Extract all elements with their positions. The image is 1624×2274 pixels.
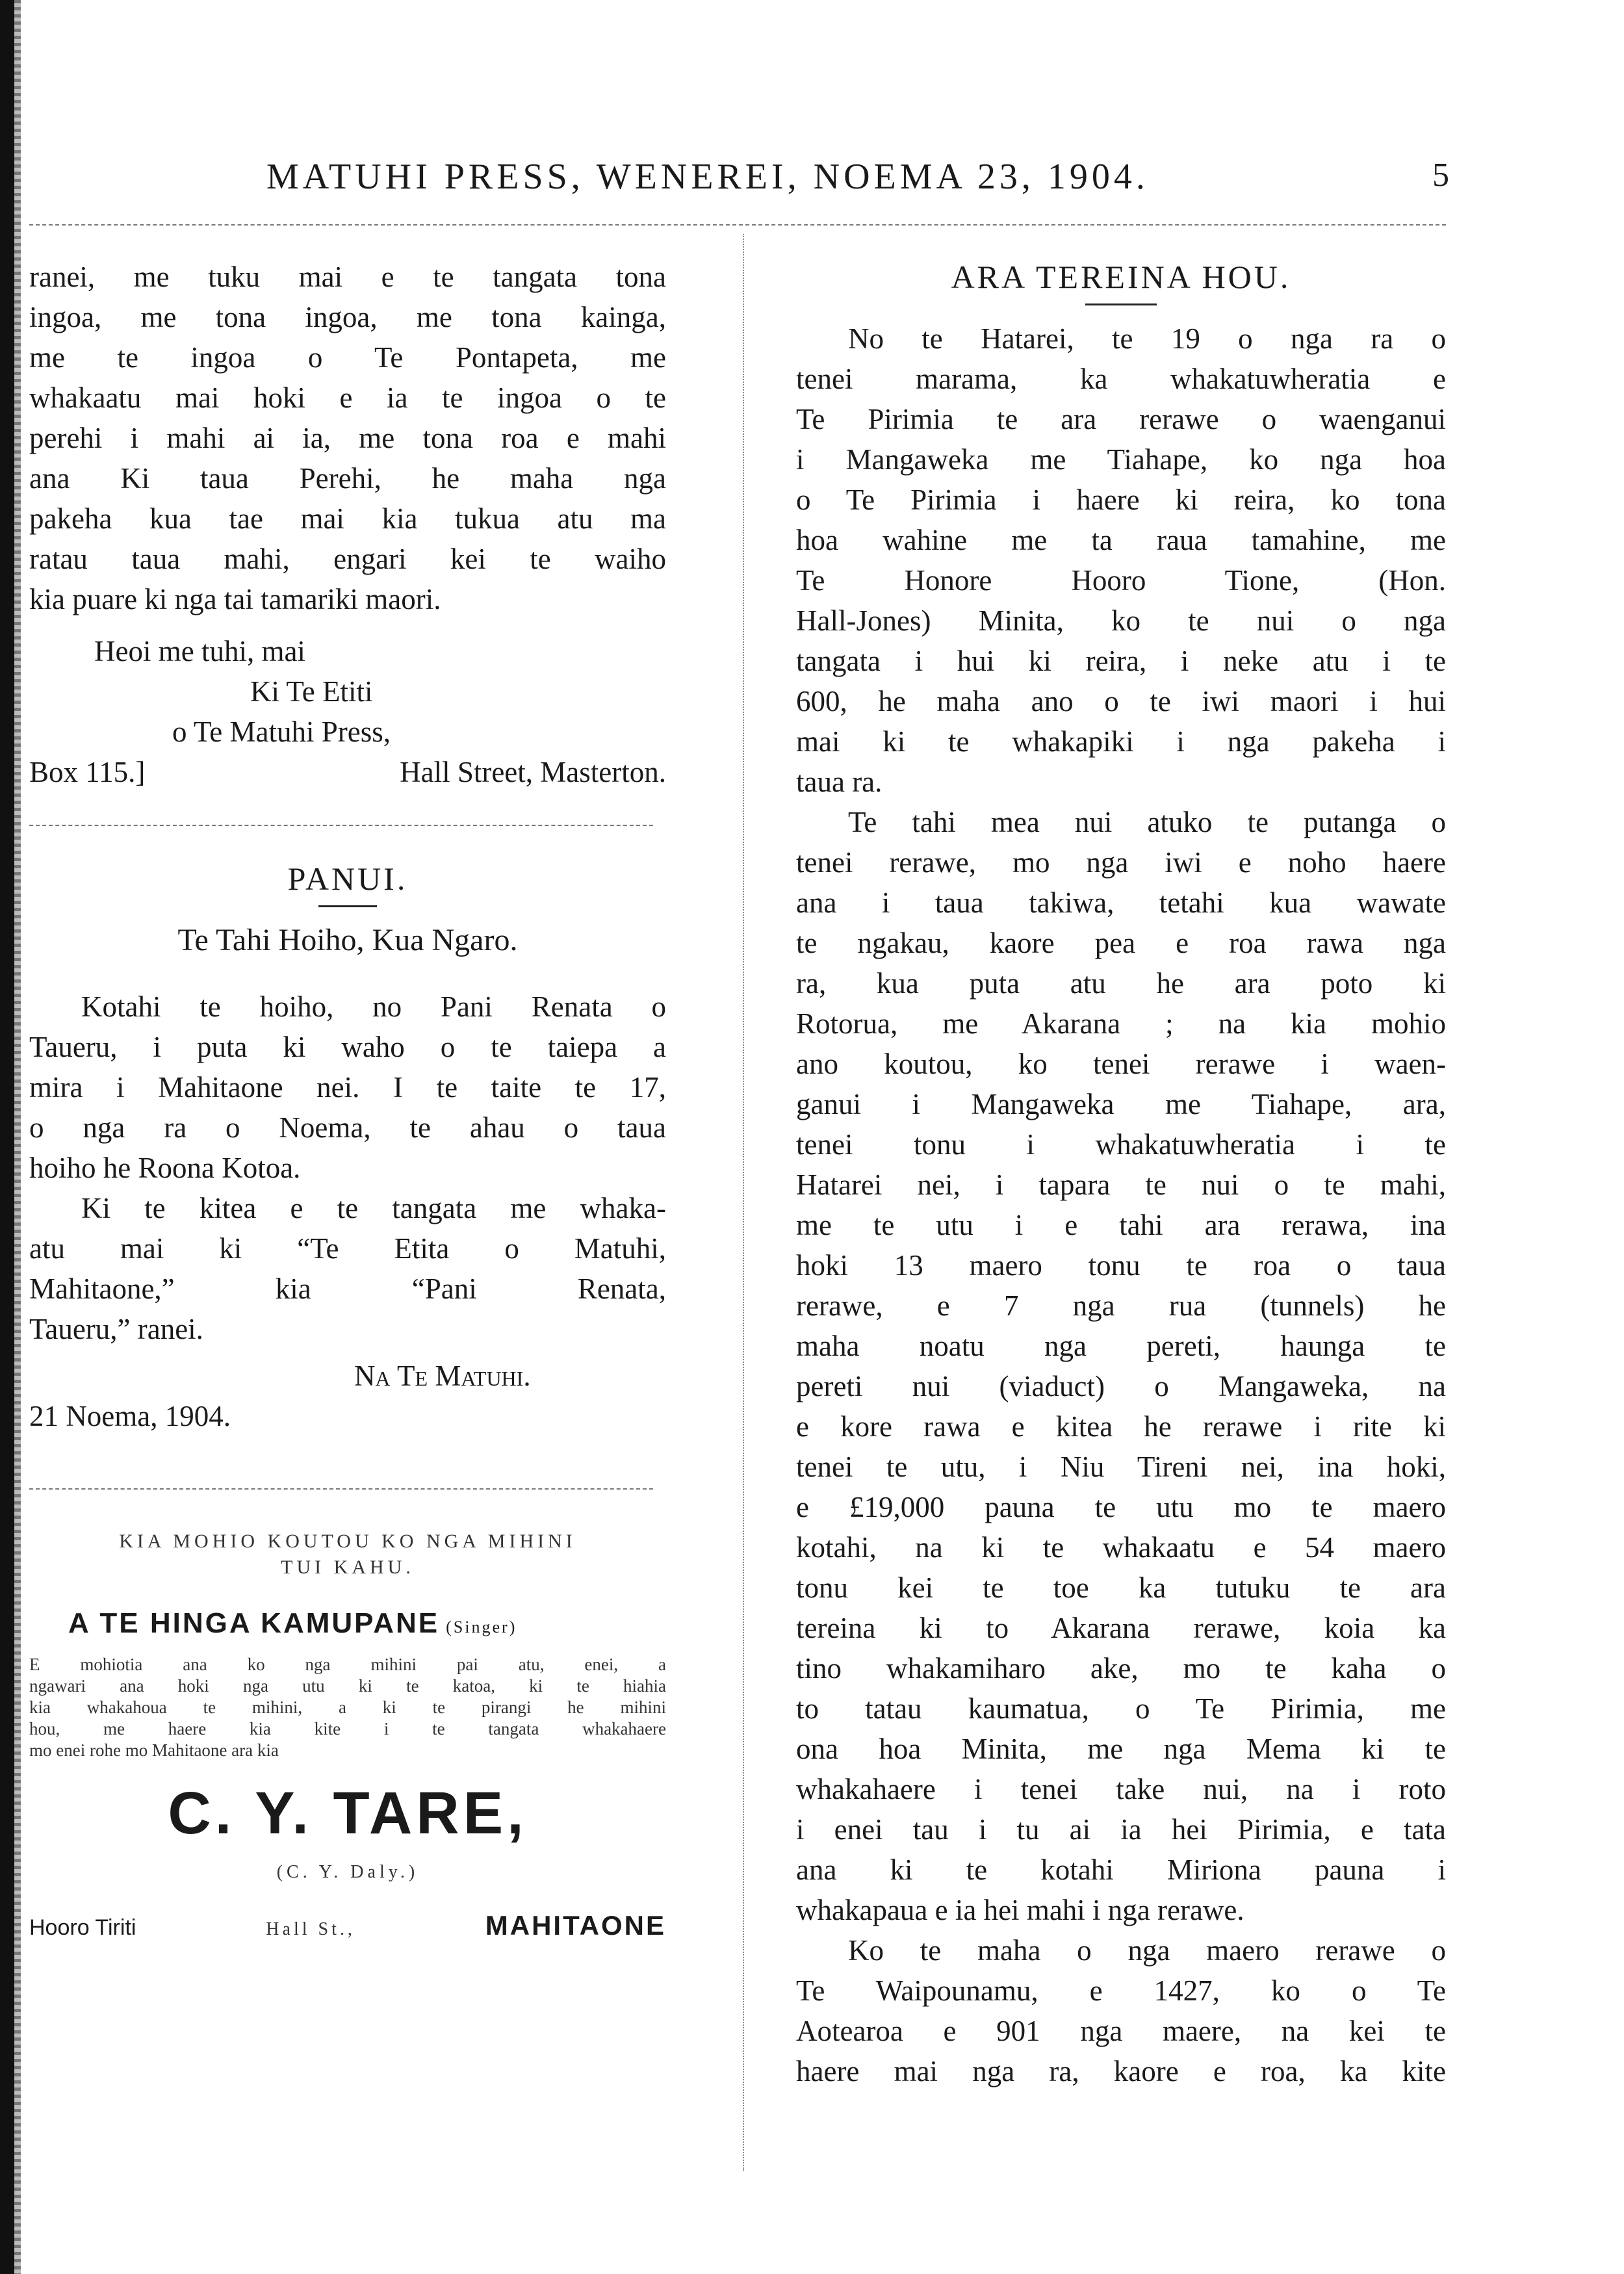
text-line: Te Waipounamu, e 1427, ko o Te bbox=[796, 1974, 1446, 2007]
text-line: ona hoa Minita, me nga Mema ki te bbox=[796, 1733, 1446, 1765]
text-line: hoki 13 maero tonu te roa o taua bbox=[796, 1249, 1446, 1282]
text-line: i Mangaweka me Tiahape, ko nga hoa bbox=[796, 443, 1446, 476]
town-name: MAHITAONE bbox=[485, 1910, 666, 1941]
text-line: Taueru,” ranei. bbox=[29, 1313, 203, 1345]
text-line: tenei tonu i whakatuwheratia i te bbox=[796, 1128, 1446, 1161]
advert-company bbox=[29, 1603, 666, 1647]
text-line: No te Hatarei, te 19 o nga ra o bbox=[848, 322, 1446, 355]
text-line: me te utu i e tahi ara rerawa, ina bbox=[796, 1209, 1446, 1241]
text-line: mira i Mahitaone nei. I te taite te 17, bbox=[29, 1071, 666, 1104]
text-line: te ngakau, kaore pea e roa rawa nga bbox=[796, 927, 1446, 959]
text-line: ganui i Mangaweka me Tiahape, ara, bbox=[796, 1088, 1446, 1120]
text-line: hou, me haere kia kite i te tangata whakahaere bbox=[29, 1719, 666, 1738]
text-line: Te Pirimia te ara rerawe o waenganui bbox=[796, 403, 1446, 435]
text-line: kia whakahoua te mihini, a ki te pirangi he mihini bbox=[29, 1698, 666, 1717]
text-line: tenei marama, ka whakatuwheratia e bbox=[796, 363, 1446, 395]
text-line: kotahi, na ki te whakaatu e 54 maero bbox=[796, 1531, 1446, 1564]
newspaper-title: MATUHI PRESS, WENEREI, NOEMA 23, 1904. bbox=[266, 157, 1149, 197]
article-paragraph bbox=[796, 802, 1446, 1930]
text-line: e £19,000 pauna te utu mo te maero bbox=[796, 1491, 1446, 1523]
advert-footer bbox=[29, 1906, 666, 1950]
text-line: i enei tau i tu ai ia hei Pirimia, e tata bbox=[796, 1813, 1446, 1846]
section-rule bbox=[29, 825, 653, 826]
text-line: mai ki te whakapiki i nga pakeha i bbox=[796, 725, 1446, 758]
page-number: 5 bbox=[1432, 157, 1449, 194]
notice-date: 21 Noema, 1904. bbox=[29, 1400, 231, 1432]
text-line: e kore rawa e kitea he rerawe i rite ki bbox=[796, 1410, 1446, 1443]
notice-subheading: Te Tahi Hoiho, Kua Ngaro. bbox=[177, 923, 518, 957]
text-line: pereti nui (viaduct) o Mangaweka, na bbox=[796, 1370, 1446, 1402]
text-line: Hall-Jones) Minita, ko te nui o nga bbox=[796, 604, 1446, 637]
text-line: me te ingoa o Te Pontapeta, me bbox=[29, 341, 666, 374]
left-column bbox=[29, 257, 666, 1950]
singer-advert bbox=[29, 1529, 666, 1950]
text-line: Aotearoa e 901 nga maere, na kei te bbox=[796, 2015, 1446, 2047]
text-line: pakeha kua tae mai kia tukua atu ma bbox=[29, 502, 666, 535]
text-line: o Te Pirimia i haere ki reira, ko tona bbox=[796, 484, 1446, 516]
advert-heading: TUI KAHU. bbox=[281, 1557, 415, 1578]
box-number: Box 115.] bbox=[29, 756, 146, 788]
company-brand: (Singer) bbox=[446, 1618, 517, 1636]
street-maori: Hooro Tiriti bbox=[29, 1915, 136, 1940]
text-line: ana ki te kotahi Miriona pauna i bbox=[796, 1854, 1446, 1886]
text-line: to tatau kaumatua, o Te Pirimia, me bbox=[796, 1692, 1446, 1725]
text-line: ana Ki taua Perehi, he maha nga bbox=[29, 462, 666, 495]
column-divider bbox=[743, 234, 744, 2171]
text-line: whakahaere i tenei take nui, na i roto bbox=[796, 1773, 1446, 1805]
text-line: maha noatu nga pereti, haunga te bbox=[796, 1330, 1446, 1362]
advert-merchant-name: C. Y. TARE, bbox=[168, 1780, 528, 1846]
text-line: Rotorua, me Akarana ; na kia mohio bbox=[796, 1007, 1446, 1040]
text-line: rerawe, e 7 nga rua (tunnels) he bbox=[796, 1289, 1446, 1322]
advert-body bbox=[29, 1654, 666, 1761]
article-paragraph bbox=[796, 1930, 1446, 2091]
text-line: Kotahi te hoiho, no Pani Renata o bbox=[81, 990, 666, 1023]
advert-merchant-english: (C. Y. Daly.) bbox=[276, 1862, 419, 1882]
closing-line: Heoi me tuhi, mai bbox=[94, 635, 305, 667]
text-line: ratau taua mahi, engari kei te waiho bbox=[29, 543, 666, 575]
text-line: kia puare ki nga tai tamariki maori. bbox=[29, 583, 441, 615]
text-line: Mahitaone,” kia “Pani Renata, bbox=[29, 1273, 666, 1305]
text-line: o nga ra o Noema, te ahau o taua bbox=[29, 1111, 666, 1144]
text-line: ranei, me tuku mai e te tangata tona bbox=[29, 261, 666, 293]
right-column bbox=[796, 257, 1446, 2091]
notice-heading: PANUI. bbox=[287, 860, 408, 897]
text-line: 600, he maha ano o te iwi maori i hui bbox=[796, 685, 1446, 717]
text-line: Te tahi mea nui atuko te putanga o bbox=[848, 806, 1446, 838]
text-line: tereina ki to Akarana rerawe, koia ka bbox=[796, 1612, 1446, 1644]
heading-rule bbox=[318, 905, 377, 907]
text-line: ngawari ana hoki nga utu ki te katoa, ki te hiahia bbox=[29, 1676, 666, 1696]
page-binding-edge bbox=[0, 0, 14, 2274]
text-line: Ko te maha o nga maero rerawe o bbox=[848, 1934, 1446, 1967]
text-line: tenei rerawe, mo nga iwi e noho haere bbox=[796, 846, 1446, 879]
text-line: ana i taua takiwa, tetahi kua wawate bbox=[796, 886, 1446, 919]
text-line: E mohiotia ana ko nga mihini pai atu, enei, a bbox=[29, 1655, 666, 1674]
intro-paragraph bbox=[29, 257, 666, 619]
text-line: whakaatu mai hoki e ia te ingoa o te bbox=[29, 381, 666, 414]
panui-notice bbox=[29, 859, 666, 1436]
text-line: whakapaua e ia hei mahi i nga rerawe. bbox=[796, 1894, 1244, 1926]
masthead bbox=[227, 156, 1462, 214]
text-line: perehi i mahi ai ia, me tona roa e mahi bbox=[29, 422, 666, 454]
text-line: Ki te kitea e te tangata me whaka- bbox=[81, 1192, 666, 1224]
header-rule bbox=[29, 224, 1446, 226]
street-english: Hall St., bbox=[266, 1919, 355, 1939]
text-line: taua ra. bbox=[796, 766, 883, 798]
section-rule bbox=[29, 1488, 653, 1490]
notice-signature: Na Te Matuhi. bbox=[354, 1360, 531, 1392]
text-line: haere mai nga ra, kaore e roa, ka kite bbox=[796, 2055, 1446, 2087]
text-line: ano koutou, ko tenei rerawe i waen- bbox=[796, 1048, 1446, 1080]
street-address: Hall Street, Masterton. bbox=[400, 756, 666, 788]
page-binding-shadow bbox=[14, 0, 21, 2274]
text-line: Taueru, i puta ki waho o te taiepa a bbox=[29, 1031, 666, 1063]
heading-rule bbox=[1085, 304, 1157, 305]
text-line: ra, kua puta atu he ara poto ki bbox=[796, 967, 1446, 1000]
text-line: atu mai ki “Te Etita o Matuhi, bbox=[29, 1232, 666, 1265]
text-line: tonu kei te toe ka tutuku te ara bbox=[796, 1571, 1446, 1604]
address-footer bbox=[29, 752, 666, 792]
text-line: tenei te utu, i Niu Tireni nei, ina hoki, bbox=[796, 1451, 1446, 1483]
article-heading: ARA TEREINA HOU. bbox=[951, 259, 1291, 295]
address-line: Ki Te Etiti bbox=[250, 675, 373, 708]
article-paragraph bbox=[796, 318, 1446, 802]
text-line: hoa wahine me ta raua tamahine, me bbox=[796, 524, 1446, 556]
text-line: tangata i hui ki reira, i neke atu i te bbox=[796, 645, 1446, 677]
advert-heading: KIA MOHIO KOUTOU KO NGA MIHINI bbox=[119, 1531, 576, 1552]
company-name: A TE HINGA KAMUPANE bbox=[68, 1607, 440, 1639]
text-line: Hatarei nei, i tapara te nui o te mahi, bbox=[796, 1169, 1446, 1201]
text-line: hoiho he Roona Kotoa. bbox=[29, 1152, 301, 1184]
text-line: mo enei rohe mo Mahitaone ara kia bbox=[29, 1740, 279, 1760]
text-line: Te Honore Hooro Tione, (Hon. bbox=[796, 564, 1446, 597]
address-line: o Te Matuhi Press, bbox=[172, 716, 391, 748]
text-line: tino whakamiharo ake, mo te kaha o bbox=[796, 1652, 1446, 1685]
text-line: ingoa, me tona ingoa, me tona kainga, bbox=[29, 301, 666, 333]
